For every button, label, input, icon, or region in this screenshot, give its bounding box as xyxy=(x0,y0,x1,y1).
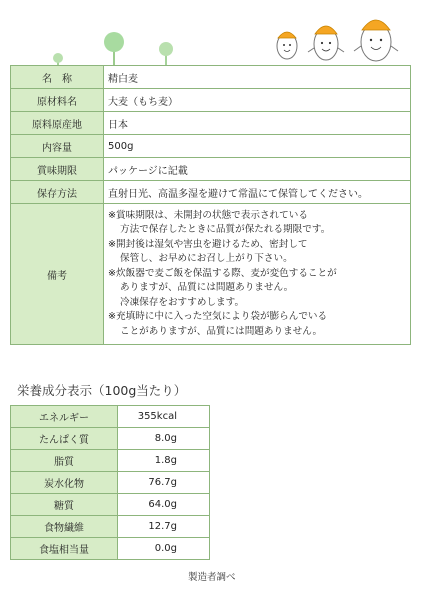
nutrition-label: 脂質 xyxy=(11,450,118,472)
spec-label: 賞味期限 xyxy=(11,158,104,181)
notes-label: 備考 xyxy=(11,204,104,345)
note-line: ことがありますが、品質には問題ありません。 xyxy=(120,325,323,337)
tree-icon xyxy=(159,42,173,66)
spec-value: 日本 xyxy=(104,112,411,135)
nutrition-label: たんぱく質 xyxy=(11,428,118,450)
nutrition-row xyxy=(11,494,210,516)
note-line: ※充填時に中に入った空気により袋が膨らんでいる xyxy=(108,311,328,323)
note-line: ※賞味期限は、未開封の状態で表示されている xyxy=(108,209,308,221)
barley-character-icon xyxy=(354,20,398,61)
spec-row xyxy=(11,89,411,112)
nutrition-table xyxy=(10,405,210,560)
nutrition-label: 糖質 xyxy=(11,494,118,516)
nutrition-row xyxy=(11,516,210,538)
spec-row xyxy=(11,66,411,89)
spec-row xyxy=(11,158,411,181)
nutrition-value: 64.0g xyxy=(118,494,210,516)
footer-note: 製造者調べ xyxy=(188,572,236,583)
nutrition-value: 1.8g xyxy=(118,450,210,472)
note-line: ありますが、品質には問題ありません。 xyxy=(120,282,294,294)
spec-value: 精白麦 xyxy=(104,66,411,89)
nutrition-value: 76.7g xyxy=(118,472,210,494)
spec-row xyxy=(11,135,411,158)
nutrition-label: 炭水化物 xyxy=(11,472,118,494)
note-line: ※炊飯器で麦ご飯を保温する際、麦が変色することが xyxy=(108,267,337,279)
barley-character-icon xyxy=(277,32,297,59)
spec-label: 保存方法 xyxy=(11,181,104,204)
spec-row xyxy=(11,112,411,135)
note-line: 保管し、お早めにお召し上がり下さい。 xyxy=(120,253,293,265)
nutrition-row xyxy=(11,538,210,560)
nutrition-row xyxy=(11,428,210,450)
spec-label: 内容量 xyxy=(11,135,104,158)
barley-character-icon xyxy=(308,26,344,60)
spec-label: 原料原産地 xyxy=(11,112,104,135)
nutrition-row xyxy=(11,450,210,472)
header-decoration xyxy=(0,0,427,66)
nutrition-row xyxy=(11,406,210,428)
spec-value: 直射日光、高温多湿を避けて常温にて保管してください。 xyxy=(104,181,411,204)
nutrition-value: 12.7g xyxy=(118,516,210,538)
nutrition-value: 8.0g xyxy=(118,428,210,450)
tree-icon xyxy=(104,32,124,66)
product-spec-table xyxy=(10,65,411,345)
nutrition-row xyxy=(11,472,210,494)
nutrition-label: エネルギー xyxy=(11,406,118,428)
nutrition-value: 0.0g xyxy=(118,538,210,560)
nutrition-title: 栄養成分表示（100g当たり） xyxy=(17,383,187,398)
nutrition-label: 食塩相当量 xyxy=(11,538,118,560)
note-line: 冷凍保存をおすすめします。 xyxy=(120,296,245,308)
spec-row xyxy=(11,181,411,204)
spec-label: 原材料名 xyxy=(11,89,104,112)
spec-value: 500g xyxy=(104,135,411,158)
note-line: ※開封後は湿気や害虫を避けるため、密封して xyxy=(108,238,308,250)
spec-label: 名 称 xyxy=(11,66,104,89)
spec-value: パッケージに記載 xyxy=(104,158,411,181)
nutrition-label: 食物繊維 xyxy=(11,516,118,538)
spec-value: 大麦（もち麦） xyxy=(104,89,411,112)
note-line: 方法で保存したときに品質が保たれる期限です。 xyxy=(120,224,331,236)
notes-value xyxy=(104,204,411,345)
nutrition-value: 355kcal xyxy=(118,406,210,428)
spec-row-notes xyxy=(11,204,411,345)
